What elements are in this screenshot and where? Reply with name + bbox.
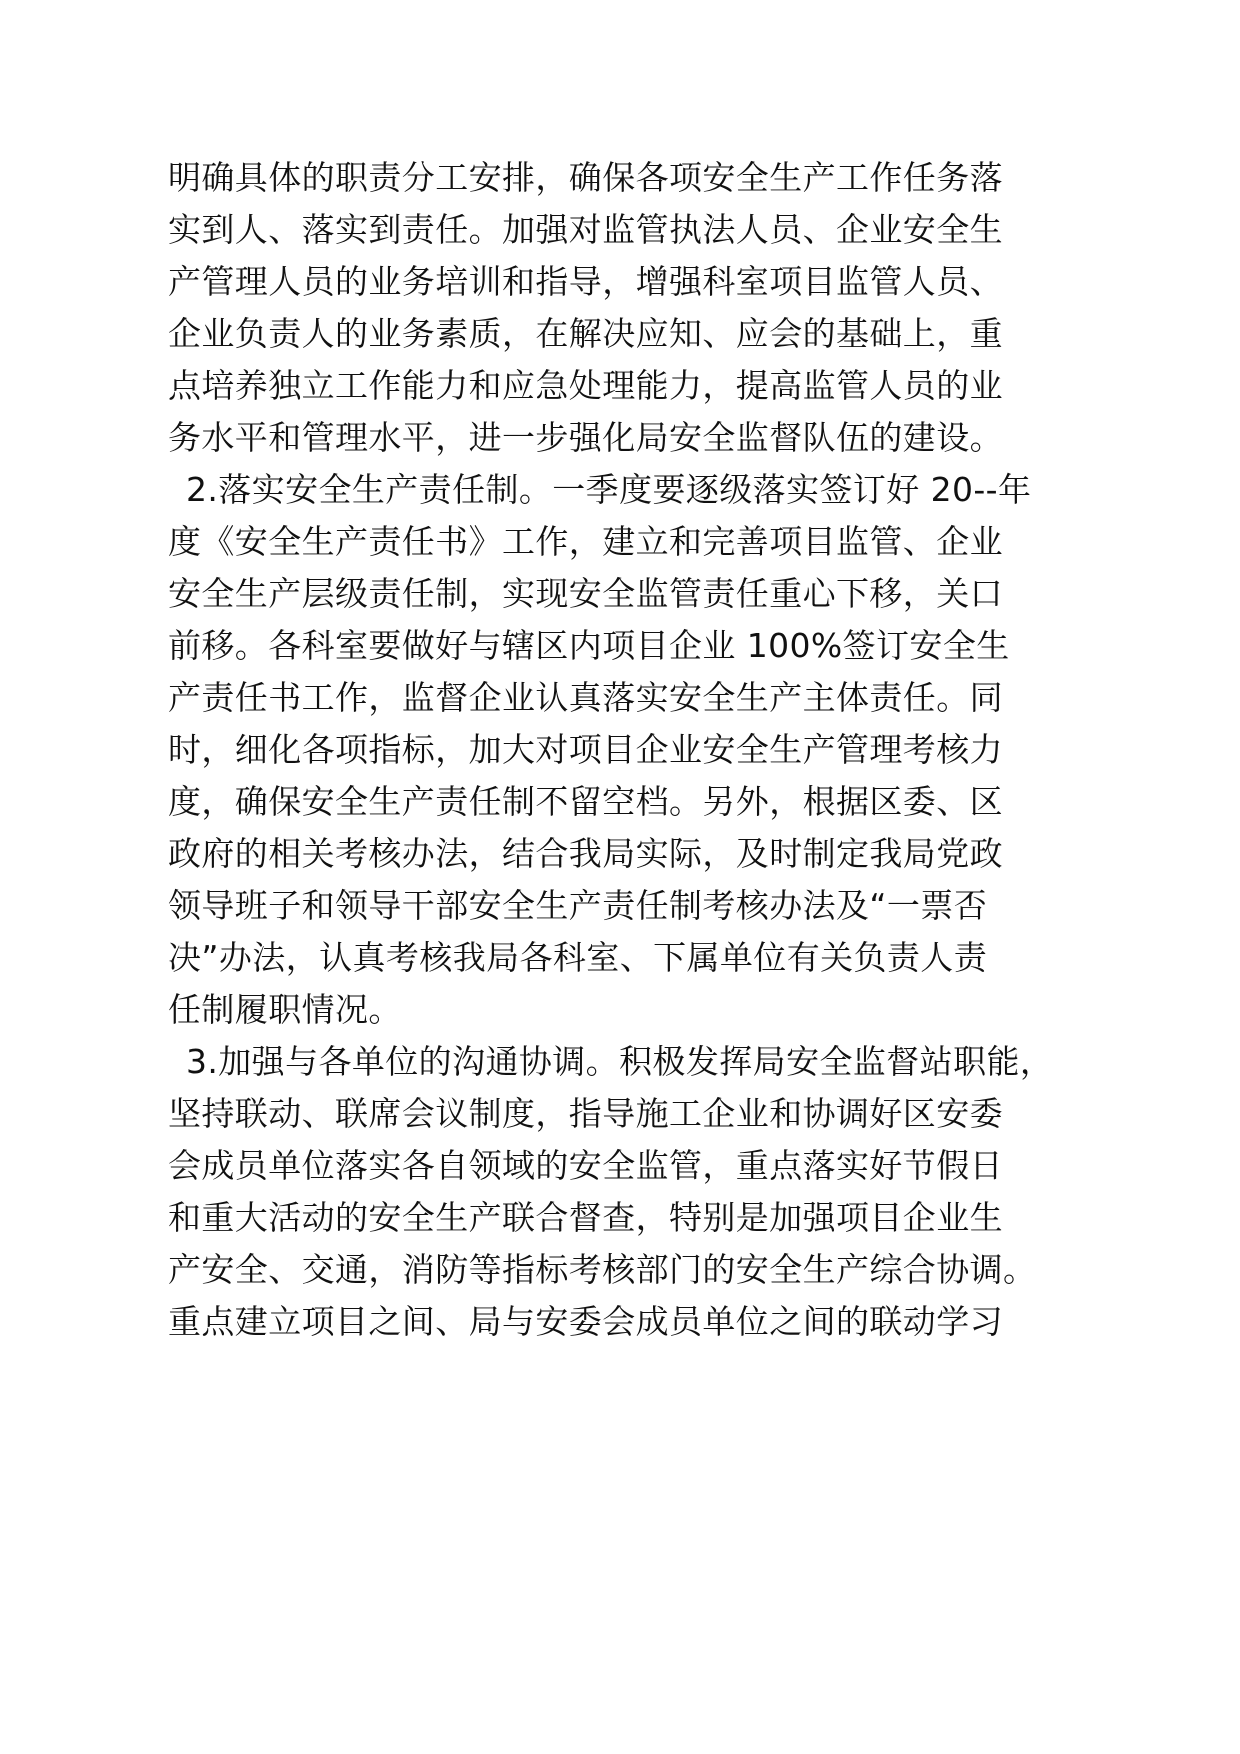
text-line-6: 务水平和管理水平，进一步强化局安全监督队伍的建设。 — [168, 418, 1003, 457]
text-line-1: 明确具体的职责分工安排，确保各项安全生产工作任务落 — [168, 158, 1003, 197]
text-line-16: 决”办法，认真考核我局各科室、下属单位有关负责人责 — [168, 938, 988, 977]
text-line-13: 度，确保安全生产责任制不留空档。另外，根据区委、区 — [168, 782, 1003, 821]
text-line-4: 企业负责人的业务素质，在解决应知、应会的基础上，重 — [168, 314, 1003, 353]
text-line-23: 重点建立项目之间、局与安委会成员单位之间的联动学习 — [168, 1302, 1003, 1341]
text-line-18: 3.加强与各单位的沟通协调。积极发挥局安全监督站职能， — [186, 1042, 1054, 1081]
text-line-2: 实到人、落实到责任。加强对监管执法人员、企业安全生 — [168, 210, 1003, 249]
text-line-19: 坚持联动、联席会议制度，指导施工企业和协调好区安委 — [168, 1094, 1003, 1133]
text-line-3: 产管理人员的业务培训和指导，增强科室项目监管人员、 — [168, 262, 1003, 301]
text-line-12: 时，细化各项指标，加大对项目企业安全生产管理考核力 — [168, 730, 1003, 769]
text-line-22: 产安全、交通，消防等指标考核部门的安全生产综合协调。 — [168, 1250, 1037, 1289]
text-line-17: 任制履职情况。 — [168, 990, 402, 1029]
text-line-10: 前移。各科室要做好与辖区内项目企业 100%签订安全生 — [168, 626, 1010, 665]
text-line-7: 2.落实安全生产责任制。一季度要逐级落实签订好 20--年 — [186, 470, 1032, 509]
text-line-11: 产责任书工作，监督企业认真落实安全生产主体责任。同 — [168, 678, 1003, 717]
text-line-9: 安全生产层级责任制，实现安全监管责任重心下移，关口 — [168, 574, 1003, 613]
text-line-5: 点培养独立工作能力和应急处理能力，提高监管人员的业 — [168, 366, 1003, 405]
text-line-14: 政府的相关考核办法，结合我局实际，及时制定我局党政 — [168, 834, 1003, 873]
text-line-8: 度《安全生产责任书》工作，建立和完善项目监管、企业 — [168, 522, 1003, 561]
text-line-21: 和重大活动的安全生产联合督查，特别是加强项目企业生 — [168, 1198, 1003, 1237]
text-line-20: 会成员单位落实各自领域的安全监管，重点落实好节假日 — [168, 1146, 1003, 1185]
text-line-15: 领导班子和领导干部安全生产责任制考核办法及“一票否 — [168, 886, 988, 925]
